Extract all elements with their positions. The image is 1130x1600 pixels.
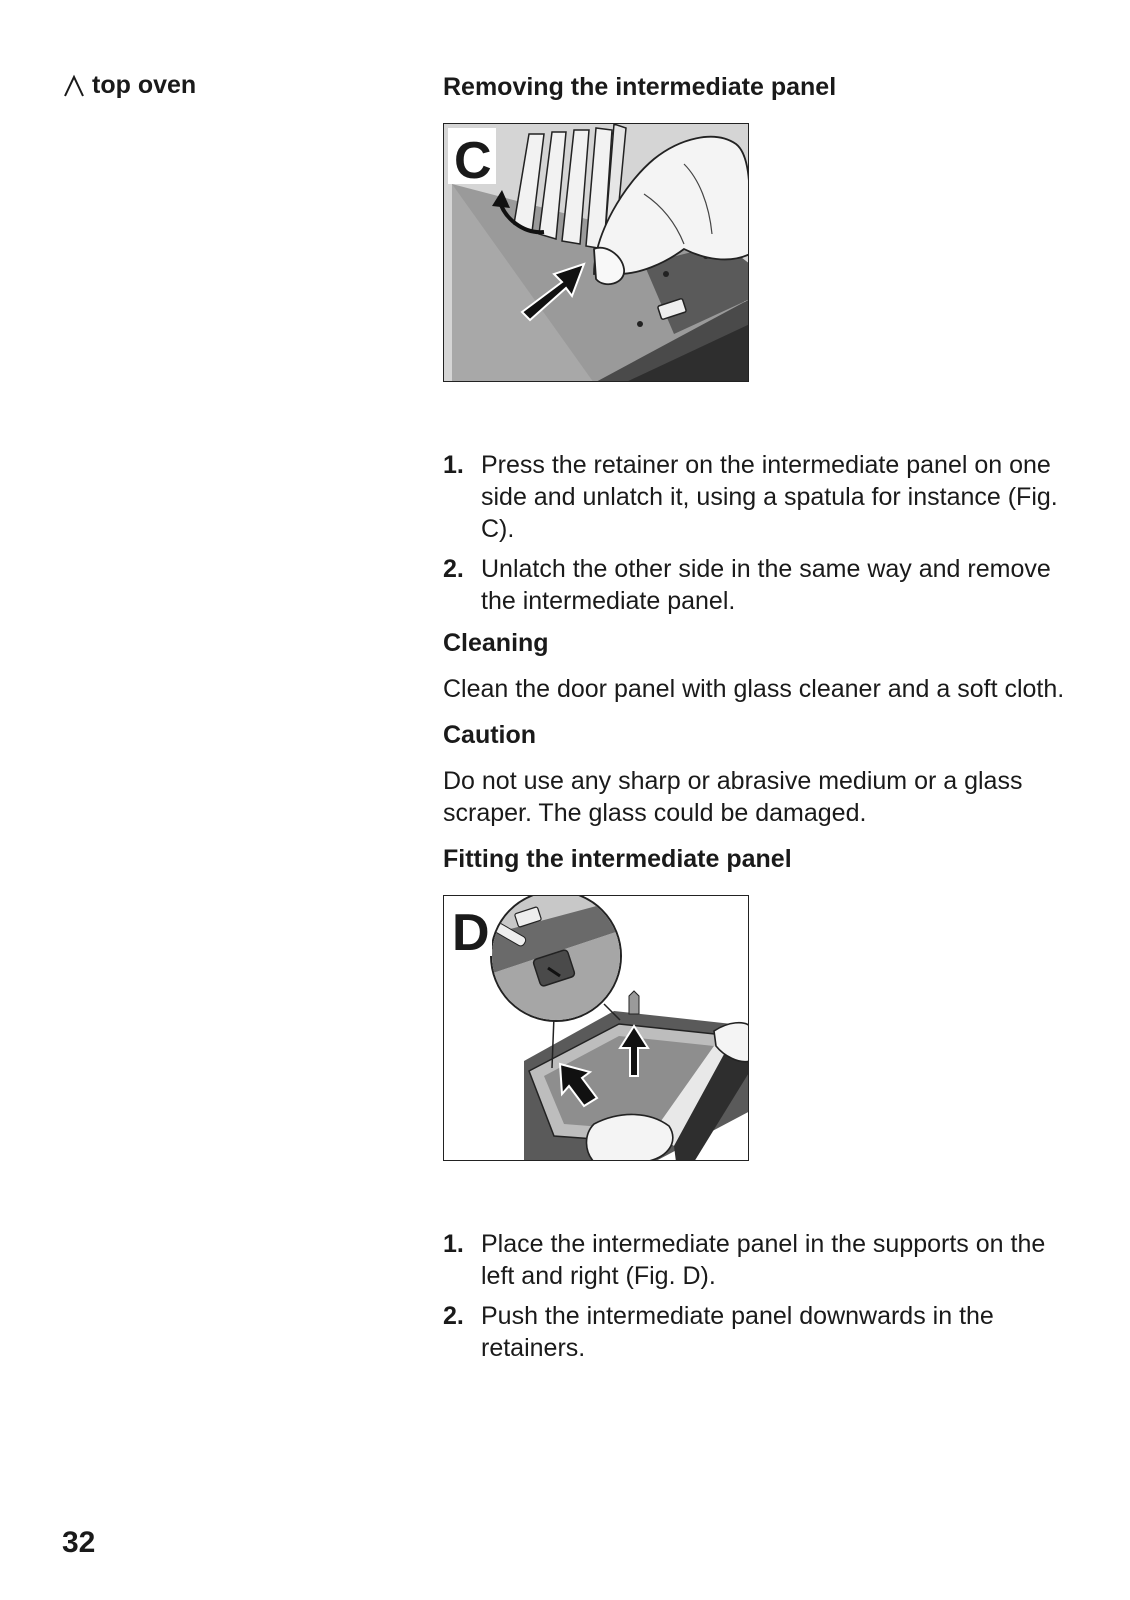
fitting-panel-heading: Fitting the intermediate panel [443,845,792,873]
section-label [62,71,196,100]
removing-panel-heading: Removing the intermediate panel [443,73,837,101]
list-item: 1. Place the intermediate panel in the supports on the left and right (Fig. D). [443,1230,1046,1290]
figure-c-letter: C [454,132,492,190]
list-item: 2. Push the intermediate panel downwards in the retainers. [443,1302,994,1362]
figure-d-letter: D [452,904,490,962]
cleaning-heading: Cleaning [443,629,549,657]
list-item: 2. Unlatch the other side in the same way and remove the intermediate panel. [443,555,1051,615]
caret-up-icon [62,74,86,98]
caution-text: Do not use any sharp or abrasive medium or a glass scraper. The glass could be damaged. [443,767,1023,827]
list-item: 1. Press the retainer on the intermediate panel on one side and unlatch it, using a spatula for instance (Fig. C). [443,451,1058,543]
figure-c [443,123,749,382]
removing-steps [443,449,1083,617]
cleaning-text: Clean the door panel with glass cleaner and a soft cloth. [443,675,1065,703]
page-number: 32 [62,1526,96,1559]
section-label-text: top oven [92,71,197,99]
fitting-steps [443,1228,1083,1364]
figure-d [443,895,749,1161]
caution-heading: Caution [443,721,537,749]
main-content [443,71,1083,1372]
